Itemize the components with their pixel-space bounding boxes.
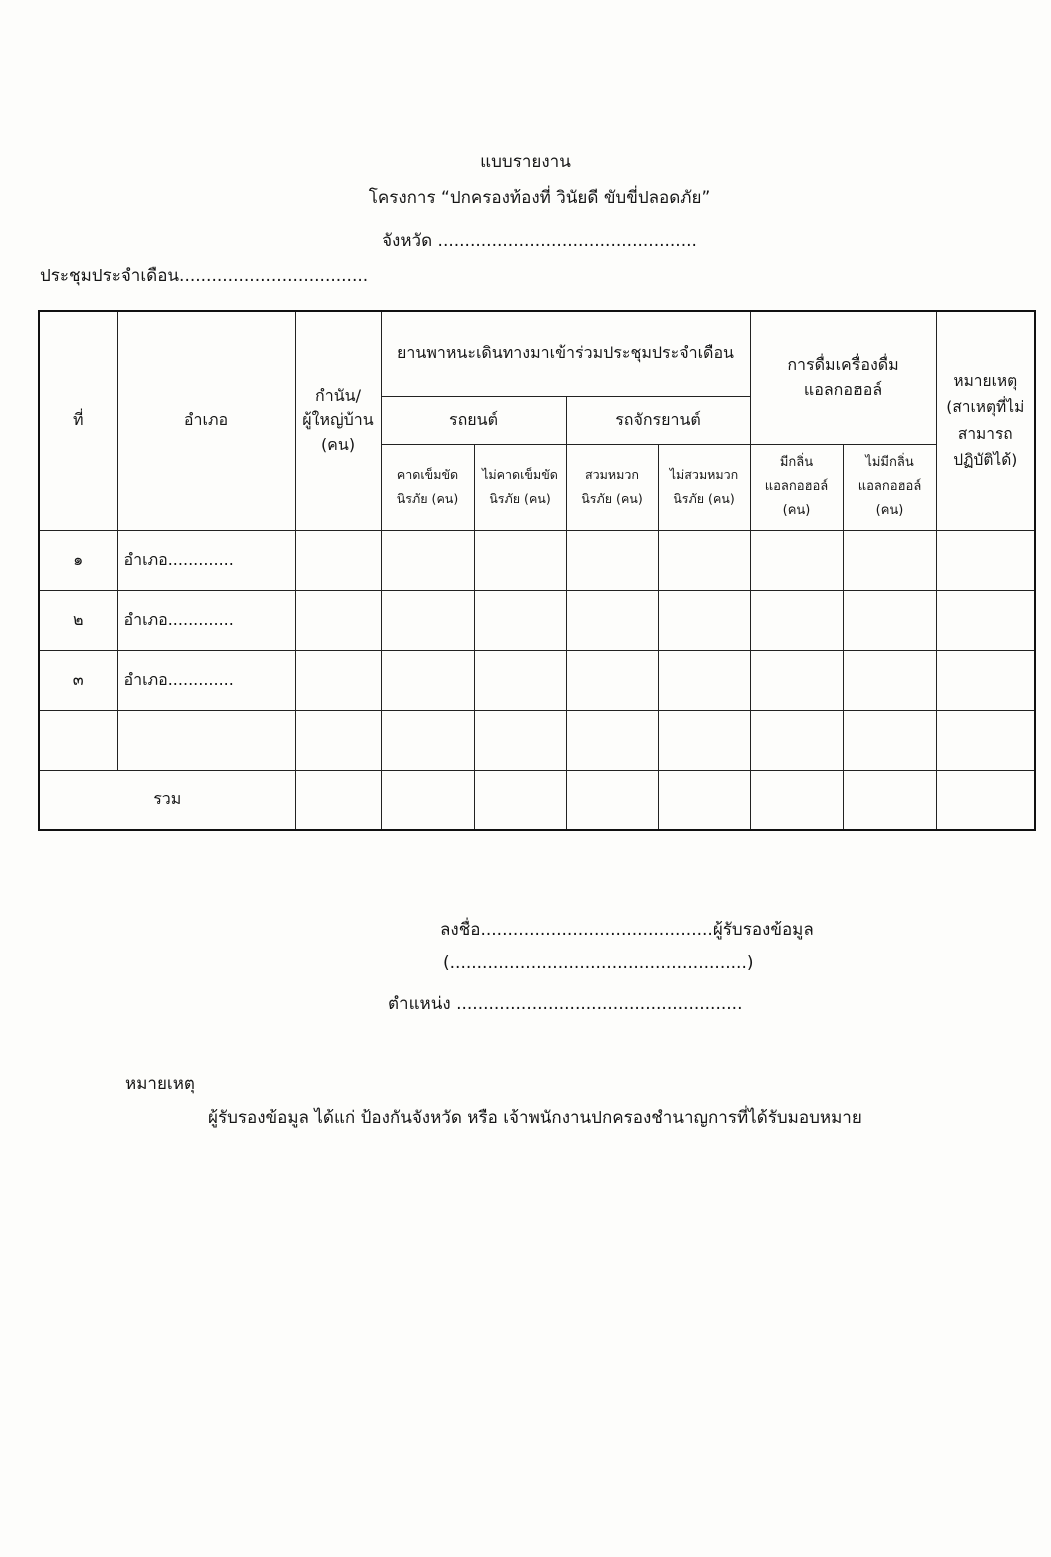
total-row xyxy=(39,770,1035,830)
cell xyxy=(381,530,474,590)
header-remark xyxy=(936,311,1035,530)
header-belt-yes-line1: คาดเข็มขัด xyxy=(396,467,459,483)
header-helmet-yes-line2: นิรภัย (คน) xyxy=(581,491,643,506)
signature-position: ตำแหน่ง ..................................................... xyxy=(388,994,743,1014)
cell xyxy=(474,590,566,650)
header-remark-line4: ปฏิบัติได้) xyxy=(953,451,1018,470)
cell xyxy=(936,590,1035,650)
cell xyxy=(295,710,381,770)
cell xyxy=(295,650,381,710)
province-line: จังหวัด ................................................ xyxy=(382,231,697,251)
row-district xyxy=(117,710,295,770)
cell xyxy=(474,770,566,830)
cell xyxy=(381,710,474,770)
header-motorcycle: รถจักรยานต์ xyxy=(566,396,750,444)
header-remark-line3: สามารถ xyxy=(957,424,1013,443)
signature-line: ลงชื่อ...........................................ผู้รับรองข้อมูล xyxy=(440,920,814,940)
cell xyxy=(750,770,843,830)
row-district: อำเภอ............. xyxy=(117,650,295,710)
cell xyxy=(658,530,750,590)
header-smell-no-line1: ไม่มีกลิ่น xyxy=(865,454,914,470)
header-remark-line2: (สาเหตุที่ไม่ xyxy=(946,398,1025,417)
cell xyxy=(295,590,381,650)
header-helmet-no xyxy=(658,444,750,530)
total-label: รวม xyxy=(39,770,295,830)
cell xyxy=(658,710,750,770)
meeting-line: ประชุมประจำเดือน................................... xyxy=(40,266,369,286)
cell xyxy=(474,650,566,710)
cell xyxy=(750,530,843,590)
header-belt-no-line2: นิรภัย (คน) xyxy=(489,491,551,506)
cell xyxy=(566,710,658,770)
header-smell-yes-line1: มีกลิ่น xyxy=(779,454,814,470)
cell xyxy=(750,710,843,770)
table-row xyxy=(39,710,1035,770)
cell xyxy=(936,530,1035,590)
header-headman-line2: ผู้ใหญ่บ้าน xyxy=(302,410,374,430)
table-row xyxy=(39,650,1035,710)
signature-name: (.......................................................) xyxy=(443,953,754,973)
header-belt-no-line1: ไม่คาดเข็มขัด xyxy=(482,467,558,483)
table-row xyxy=(39,530,1035,590)
header-smell-yes-line3: (คน) xyxy=(782,503,811,519)
header-alcohol xyxy=(750,311,936,444)
header-belt-yes-line2: นิรภัย (คน) xyxy=(396,491,459,506)
cell xyxy=(566,650,658,710)
cell xyxy=(936,650,1035,710)
header-helmet-yes xyxy=(566,444,658,530)
header-alcohol-line1: การดื่มเครื่องดื่ม xyxy=(787,354,899,374)
header-headman-line3: (คน) xyxy=(320,435,356,455)
cell xyxy=(658,770,750,830)
header-alcohol-line2: แอลกอฮอล์ xyxy=(803,379,883,399)
header-no: ที่ xyxy=(39,311,117,530)
row-number: ๓ xyxy=(39,650,117,710)
report-table xyxy=(38,310,1036,831)
row-district: อำเภอ............. xyxy=(117,590,295,650)
cell xyxy=(566,530,658,590)
header-helmet-no-line1: ไม่สวมหมวก xyxy=(669,467,739,483)
note-text: ผู้รับรองข้อมูล ได้แก่ ป้องกันจังหวัด หรือ เจ้าพนักงานปกครองชำนาญการที่ได้รับมอบหมาย xyxy=(208,1108,862,1128)
cell xyxy=(566,770,658,830)
note-label: หมายเหตุ xyxy=(125,1074,195,1094)
table-row xyxy=(39,590,1035,650)
header-helmet-no-line2: นิรภัย (คน) xyxy=(673,491,735,506)
cell xyxy=(474,710,566,770)
cell xyxy=(381,650,474,710)
row-district: อำเภอ............. xyxy=(117,530,295,590)
cell xyxy=(381,590,474,650)
header-car: รถยนต์ xyxy=(381,396,566,444)
cell xyxy=(843,770,936,830)
project-title: โครงการ “ปกครองท้องที่ วินัยดี ขับขี่ปลอดภัย” xyxy=(368,188,711,208)
header-smell-no-line2: แอลกอฮอล์ xyxy=(857,478,922,494)
cell xyxy=(843,530,936,590)
header-district: อำเภอ xyxy=(117,311,295,530)
header-vehicles: ยานพาหนะเดินทางมาเข้าร่วมประชุมประจำเดือน xyxy=(381,311,750,396)
header-belt-yes xyxy=(381,444,474,530)
form-title: แบบรายงาน xyxy=(480,152,571,172)
cell xyxy=(566,590,658,650)
row-number: ๑ xyxy=(39,530,117,590)
cell xyxy=(658,650,750,710)
header-smell-no-line3: (คน) xyxy=(875,503,904,519)
cell xyxy=(295,770,381,830)
cell xyxy=(474,530,566,590)
header-headman-line1: กำนัน/ xyxy=(315,385,361,405)
cell xyxy=(381,770,474,830)
cell xyxy=(936,710,1035,770)
header-helmet-yes-line1: สวมหมวก xyxy=(585,467,639,483)
header-belt-no xyxy=(474,444,566,530)
row-number: ๒ xyxy=(39,590,117,650)
cell xyxy=(843,710,936,770)
header-smell-yes xyxy=(750,444,843,530)
header-smell-yes-line2: แอลกอฮอล์ xyxy=(764,478,829,494)
cell xyxy=(843,590,936,650)
cell xyxy=(936,770,1035,830)
cell xyxy=(750,590,843,650)
cell xyxy=(750,650,843,710)
header-smell-no xyxy=(843,444,936,530)
cell xyxy=(843,650,936,710)
cell xyxy=(295,530,381,590)
row-number xyxy=(39,710,117,770)
header-remark-line1: หมายเหตุ xyxy=(953,372,1018,391)
header-headman xyxy=(295,311,381,530)
cell xyxy=(658,590,750,650)
